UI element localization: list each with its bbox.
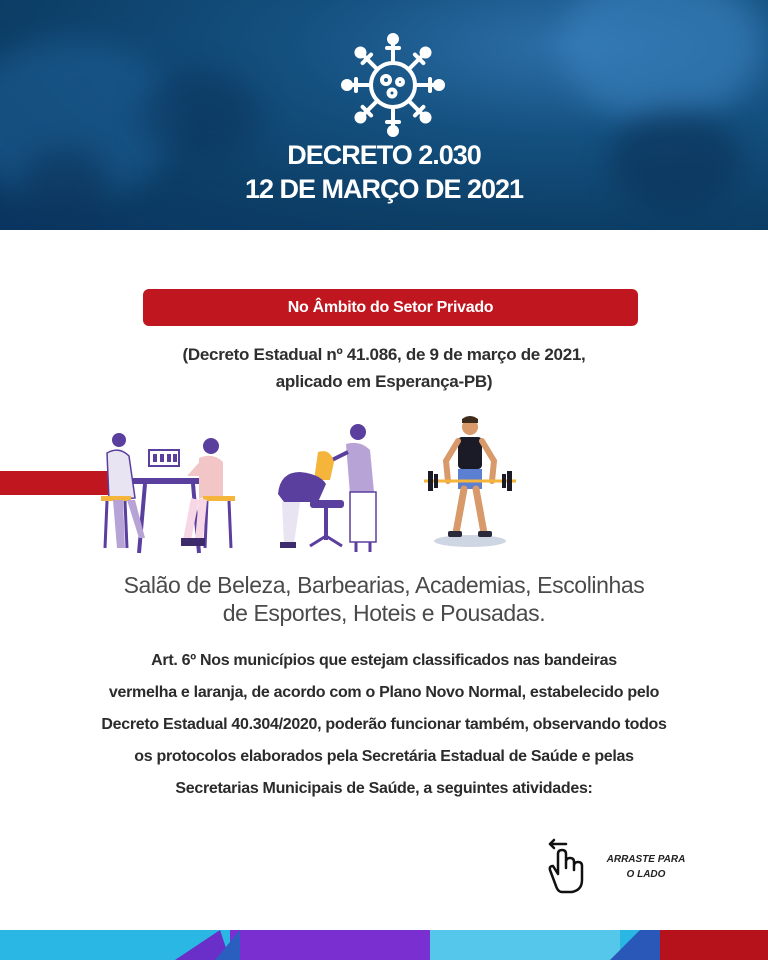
decree-date: 12 DE MARÇO DE 2021 bbox=[244, 174, 524, 204]
weightlifting-illustration bbox=[422, 415, 518, 550]
section-banner: No Âmbito do Setor Privado bbox=[143, 289, 638, 326]
manicure-illustration bbox=[95, 428, 245, 558]
decree-title: DECRETO 2.030 bbox=[287, 140, 481, 170]
sectors-line2: de Esportes, Hoteis e Pousadas. bbox=[222, 600, 546, 626]
sectors-line1: Salão de Beleza, Barbearias, Academias, Escolinhas bbox=[123, 572, 645, 598]
swipe-label-line2: O LADO bbox=[626, 869, 666, 880]
article-line: Secretarias Municipais de Saúde, a seguintes atividades: bbox=[175, 780, 593, 797]
swipe-label bbox=[598, 852, 694, 882]
decree-reference-line1: (Decreto Estadual nº 41.086, de 9 de março de 2021, bbox=[182, 345, 586, 364]
article-line: os protocolos elaborados pela Secretária Estadual de Saúde e pelas bbox=[134, 748, 634, 765]
decree-reference-line2: aplicado em Esperança-PB) bbox=[275, 372, 493, 391]
swipe-hand-icon bbox=[544, 838, 590, 894]
article-line: Decreto Estadual 40.304/2020, poderão funcionar também, observando todos bbox=[101, 716, 667, 733]
swipe-label-line1: ARRASTE PARA bbox=[606, 854, 686, 865]
article-line: vermelha e laranja, de acordo com o Plano Novo Normal, estabelecido pelo bbox=[108, 684, 660, 701]
virus-icon bbox=[338, 30, 448, 140]
footer-color-stripe bbox=[0, 930, 768, 960]
article-line: Art. 6º Nos municípios que estejam classificados nas bandeiras bbox=[151, 652, 617, 669]
swipe-hint[interactable] bbox=[544, 838, 704, 898]
header-banner bbox=[0, 0, 768, 230]
hairdresser-illustration bbox=[270, 422, 390, 557]
